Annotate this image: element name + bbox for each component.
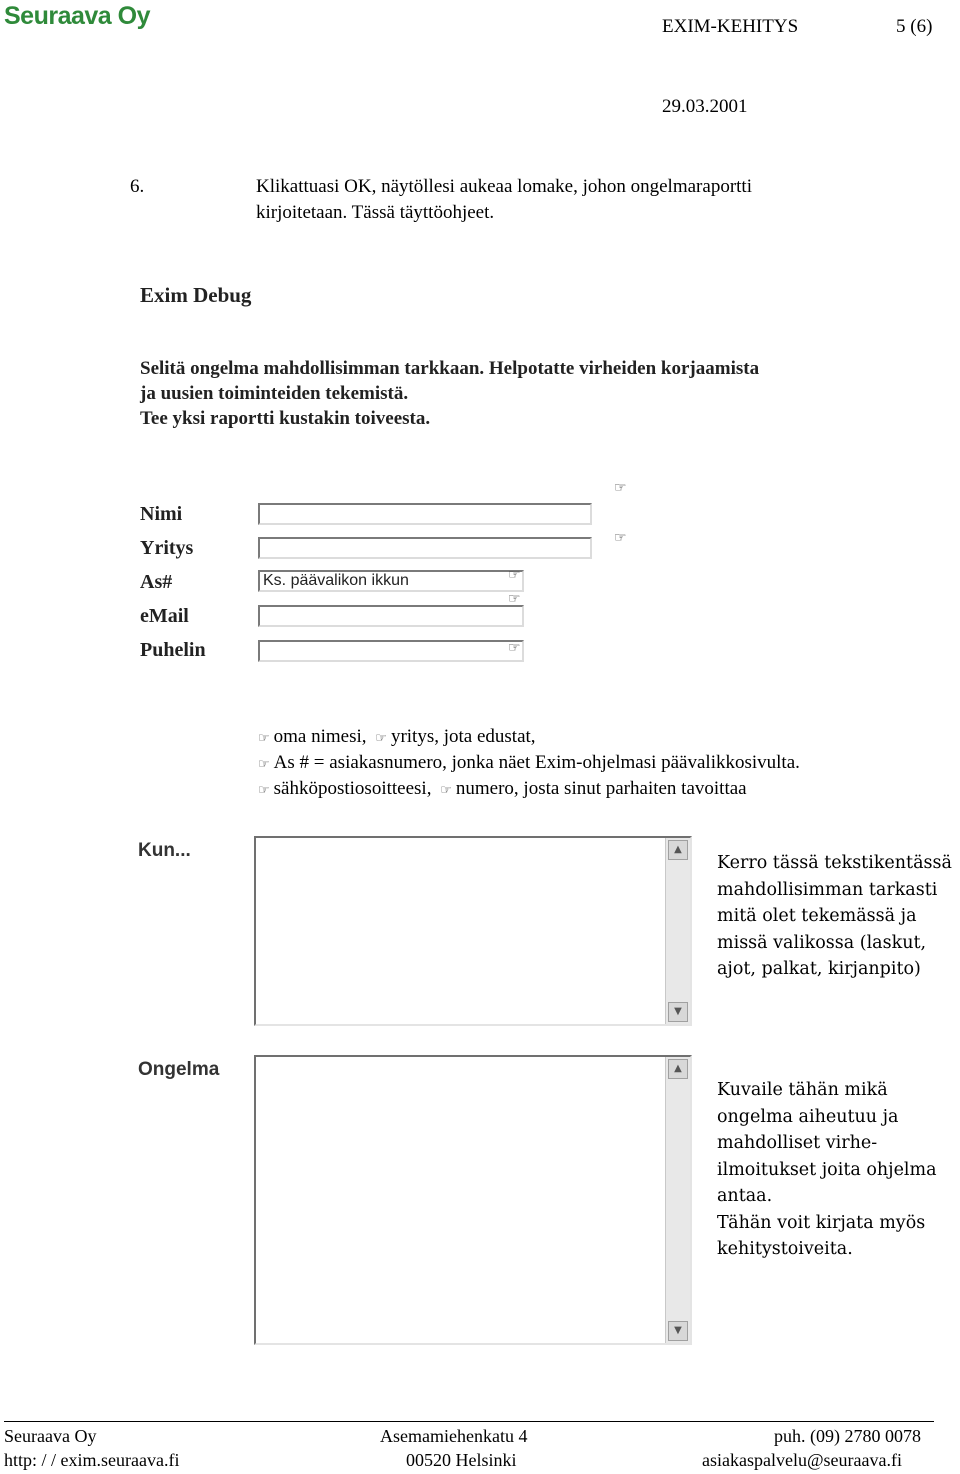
pointer-icon: ☞ bbox=[508, 591, 521, 607]
scroll-up-icon[interactable]: ▲ bbox=[668, 840, 688, 860]
pointer-icon: ☞ bbox=[614, 530, 627, 546]
scroll-up-icon[interactable]: ▲ bbox=[668, 1059, 688, 1079]
pointer-icon: ☞ bbox=[258, 783, 270, 798]
as-label: As# bbox=[140, 571, 173, 593]
document-date: 29.03.2001 bbox=[662, 96, 748, 117]
footer-url[interactable]: http: / / exim.seuraava.fi bbox=[4, 1450, 180, 1470]
pointer-icon: ☞ bbox=[508, 640, 521, 656]
as-input[interactable]: Ks. päävalikon ikkun bbox=[258, 570, 524, 592]
pointer-icon: ☞ bbox=[614, 480, 627, 496]
footer-city: 00520 Helsinki bbox=[406, 1450, 517, 1470]
help-line: mitä olet tekemässä ja bbox=[717, 906, 917, 926]
help-line: Kerro tässä tekstikentässä bbox=[717, 853, 952, 873]
email-input[interactable] bbox=[258, 605, 524, 627]
pointer-icon: ☞ bbox=[508, 567, 521, 583]
form-instructions bbox=[140, 356, 759, 431]
instruction-line-3: Tee yksi raportti kustakin toiveesta. bbox=[140, 408, 431, 429]
nimi-input[interactable] bbox=[258, 503, 592, 525]
note-line-3 bbox=[258, 776, 747, 804]
document-title: EXIM-KEHITYS bbox=[662, 16, 799, 37]
help-line: kehitystoiveita. bbox=[717, 1239, 853, 1259]
yritys-label: Yritys bbox=[140, 537, 194, 559]
page-number: 5 (6) bbox=[896, 16, 933, 37]
step-number: 6. bbox=[130, 176, 145, 197]
company-logo: Seuraava Oy bbox=[4, 2, 150, 30]
footer-phone: puh. (09) 2780 0078 bbox=[774, 1426, 921, 1446]
footer-divider bbox=[4, 1421, 934, 1422]
pointer-icon: ☞ bbox=[375, 731, 387, 746]
help-line: mahdolliset virhe- bbox=[717, 1133, 878, 1153]
help-line: ongelma aiheutuu ja bbox=[717, 1106, 899, 1127]
note-line-1 bbox=[258, 724, 536, 752]
help-line: ilmoitukset joita ohjelma bbox=[717, 1159, 937, 1180]
pointer-icon: ☞ bbox=[440, 783, 452, 798]
pointer-icon: ☞ bbox=[258, 757, 270, 772]
note-company: yritys, jota edustat, bbox=[390, 726, 536, 747]
puhelin-label: Puhelin bbox=[140, 639, 206, 661]
footer-email[interactable]: asiakaspalvelu@seuraava.fi bbox=[702, 1450, 902, 1470]
scroll-down-icon[interactable]: ▼ bbox=[668, 1321, 688, 1341]
note-line-2 bbox=[258, 750, 800, 778]
note-email: sähköpostiosoitteesi, bbox=[273, 778, 432, 799]
email-label: eMail bbox=[140, 605, 189, 627]
help-line: Tähän voit kirjata myös bbox=[717, 1212, 926, 1233]
nimi-label: Nimi bbox=[140, 503, 183, 525]
step-text-line-1: Klikattuasi OK, näytöllesi aukeaa lomake, johon ongelmaraportti bbox=[256, 176, 752, 197]
kun-scrollbar[interactable] bbox=[665, 838, 690, 1024]
ongelma-help-text bbox=[717, 1077, 960, 1263]
scroll-down-icon[interactable]: ▼ bbox=[668, 1002, 688, 1022]
note-customer-number: As # = asiakasnumero, jonka näet Exim-ohjelmasi päävalikkosivulta. bbox=[273, 752, 800, 773]
note-name: oma nimesi, bbox=[273, 726, 367, 747]
puhelin-input[interactable] bbox=[258, 640, 524, 662]
yritys-input[interactable] bbox=[258, 537, 592, 559]
kun-label: Kun... bbox=[138, 840, 191, 861]
kun-textarea[interactable] bbox=[254, 836, 692, 1026]
step-text-line-2: kirjoitetaan. Tässä täyttöohjeet. bbox=[256, 202, 495, 223]
help-line: mahdollisimman tarkasti bbox=[717, 879, 938, 900]
instruction-line-1: Selitä ongelma mahdollisimman tarkkaan. Helpotatte virheiden korjaamista bbox=[140, 358, 760, 379]
footer-street: Asemamiehenkatu 4 bbox=[380, 1426, 528, 1446]
ongelma-textarea[interactable] bbox=[254, 1055, 692, 1345]
pointer-icon: ☞ bbox=[258, 731, 270, 746]
help-line: Kuvaile tähän mikä bbox=[717, 1080, 888, 1100]
ongelma-scrollbar[interactable] bbox=[665, 1057, 690, 1343]
instruction-line-2: ja uusien toiminteiden tekemistä. bbox=[140, 383, 409, 404]
ongelma-label: Ongelma bbox=[138, 1059, 220, 1080]
help-line: missä valikossa (laskut, bbox=[717, 932, 927, 953]
form-title: Exim Debug bbox=[140, 283, 252, 307]
help-line: antaa. bbox=[717, 1186, 773, 1206]
note-phone: numero, josta sinut parhaiten tavoittaa bbox=[455, 778, 747, 799]
kun-help-text bbox=[717, 850, 960, 983]
footer-company: Seuraava Oy bbox=[4, 1426, 97, 1446]
help-line: ajot, palkat, kirjanpito) bbox=[717, 959, 921, 979]
